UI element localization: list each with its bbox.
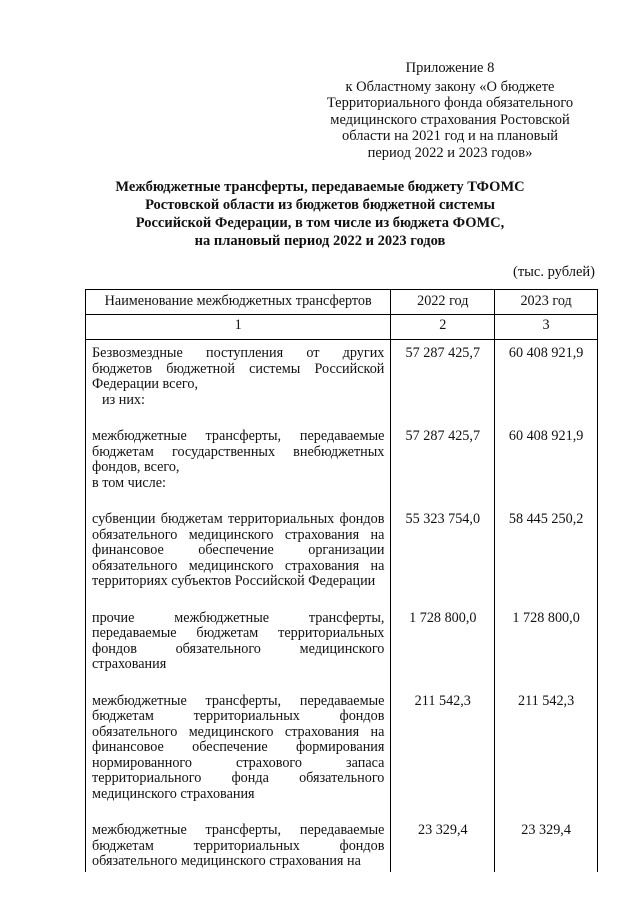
table-row xyxy=(86,423,598,506)
value-2023: 211 542,3 xyxy=(495,688,598,818)
col-number: 1 xyxy=(86,314,391,340)
value-2022: 57 287 425,7 xyxy=(391,423,495,506)
value-2023: 60 408 921,9 xyxy=(495,340,598,424)
row-name: прочие межбюджетные трансферты, передаваемые бюджетам территориальных фондов обязательного медицинского страхования xyxy=(92,609,385,672)
appendix-number: Приложение 8 xyxy=(405,60,495,76)
row-name-cell xyxy=(86,340,391,424)
row-subnote: из них: xyxy=(102,391,145,408)
table-row xyxy=(86,817,598,872)
header-2022: 2022 год xyxy=(391,290,495,315)
col-number: 3 xyxy=(495,314,598,340)
header-2023: 2023 год xyxy=(495,290,598,315)
value-2022: 23 329,4 xyxy=(391,817,495,872)
title-line: на плановый период 2022 и 2023 годов xyxy=(194,233,446,249)
row-name-cell xyxy=(86,688,391,818)
row-name-cell xyxy=(86,423,391,506)
appendix-ref-line: период 2022 и 2023 годов» xyxy=(367,144,533,161)
row-name: межбюджетные трансферты, передаваемые бюджетам территориальных фондов обязательного медицинского страхования на xyxy=(92,822,385,869)
col-number: 2 xyxy=(391,314,495,340)
title-line: Межбюджетные трансферты, передаваемые бюджету ТФОМС xyxy=(115,179,525,195)
table-row xyxy=(86,605,598,688)
units-label: (тыс. рублей) xyxy=(513,264,595,280)
appendix-ref-line: к Областному закону «О бюджете xyxy=(345,78,555,95)
value-2022: 211 542,3 xyxy=(391,688,495,818)
row-name-cell xyxy=(86,817,391,872)
appendix-ref-line: области на 2021 год и на плановый xyxy=(342,128,558,144)
row-name: Безвозмездные поступления от других бюджетов бюджетной системы Российской Федерации всего, xyxy=(92,345,385,392)
appendix-block xyxy=(300,60,600,161)
row-name-cell xyxy=(86,605,391,688)
header-row xyxy=(86,290,598,315)
row-subnote: в том числе: xyxy=(92,474,166,491)
value-2022: 1 728 800,0 xyxy=(391,605,495,688)
table-row xyxy=(86,506,598,605)
table-row xyxy=(86,688,598,818)
value-2023: 58 445 250,2 xyxy=(495,506,598,605)
row-name: межбюджетные трансферты, передаваемые бюджетам территориальных фондов обязательного медицинского страхования на финансовое обеспечение формирования нормированного страхового запаса территориального фонда обязательного медицинского страхования xyxy=(92,692,385,802)
row-name: субвенции бюджетам территориальных фондов обязательного медицинского страхования на финансовое обеспечение организации обязательного медицинского страхования на территориях субъектов Российской Федерации xyxy=(92,511,385,589)
title-line: Ростовской области из бюджетов бюджетной системы xyxy=(145,197,495,213)
column-number-row xyxy=(86,314,598,340)
value-2023: 60 408 921,9 xyxy=(495,423,598,506)
document-title xyxy=(80,178,560,250)
value-2023: 1 728 800,0 xyxy=(495,605,598,688)
value-2022: 55 323 754,0 xyxy=(391,506,495,605)
row-name: межбюджетные трансферты, передаваемые бюджетам государственных внебюджетных фондов, всего, xyxy=(92,428,385,475)
appendix-ref-line: Территориального фонда обязательного xyxy=(326,95,574,111)
value-2022: 57 287 425,7 xyxy=(391,340,495,424)
row-name-cell xyxy=(86,506,391,605)
value-2023: 23 329,4 xyxy=(495,817,598,872)
title-line: Российской Федерации, в том числе из бюджета ФОМС, xyxy=(135,215,505,231)
transfers-table xyxy=(85,289,598,872)
table-row xyxy=(86,340,598,424)
header-name: Наименование межбюджетных трансфертов xyxy=(86,290,391,315)
appendix-ref-line: медицинского страхования Ростовской xyxy=(330,111,570,128)
